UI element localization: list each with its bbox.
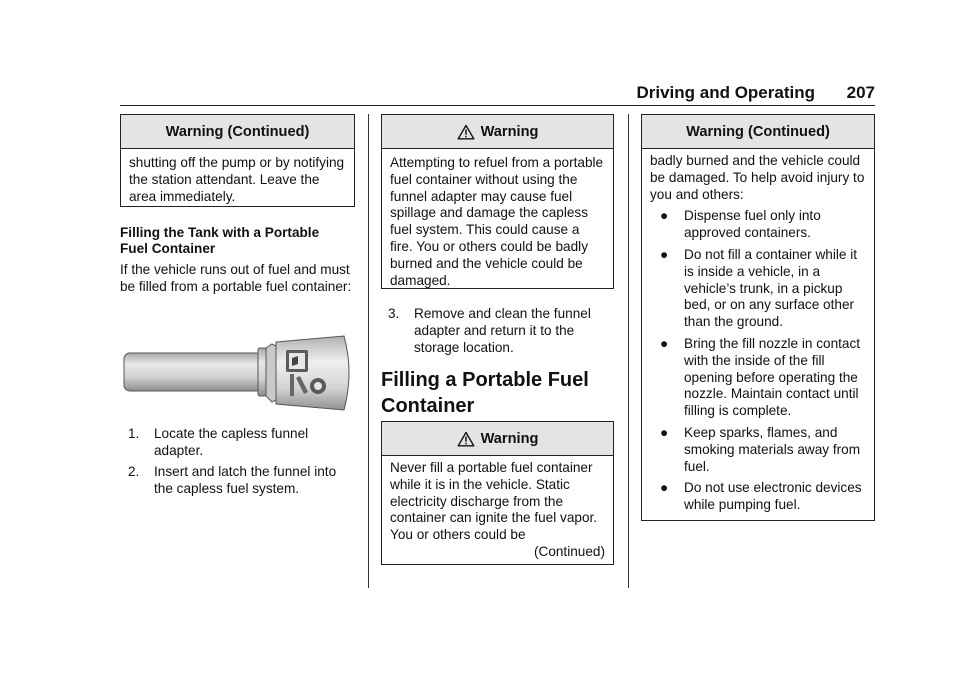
bullet-text: Do not use electronic devices while pumping fuel. — [684, 480, 862, 513]
bullet-dot: ● — [660, 424, 669, 440]
bullet-dot: ● — [660, 208, 669, 224]
step-text: Locate the capless funnel adapter. — [154, 426, 309, 458]
warning-box-body — [382, 456, 613, 567]
warning-triangle-icon — [457, 431, 475, 447]
warning-box-text: shutting off the pump or by notifying the station attendant. Leave the area immediately. — [129, 155, 345, 204]
step-2 — [128, 464, 356, 498]
warning-box-header — [382, 115, 613, 149]
column-divider-right — [628, 114, 629, 588]
warning-box-text: badly burned and the vehicle could be damaged. To help avoid injury to you and others: — [650, 153, 865, 202]
step-3 — [388, 306, 614, 356]
bullet-item — [650, 425, 866, 475]
warning-triangle-icon — [457, 124, 475, 140]
step-1 — [128, 426, 356, 460]
warning-box-text: Attempting to refuel from a portable fuel container without using the funnel adapter may cause fuel spillage and damage the capless fuel system. This could cause a fire. You or others could be badly burned and the vehicle could be damaged. — [390, 155, 604, 288]
warning-box-body — [642, 149, 874, 520]
bullet-item — [650, 247, 866, 331]
capless-funnel-adapter-illustration — [122, 334, 356, 412]
step-number: 1. — [128, 426, 140, 441]
page-number: 207 — [846, 83, 875, 102]
warning-box-text: Never fill a portable fuel container while it is in the vehicle. Static electricity discharge from the container can ignite the fuel vapor. You or others could be — [390, 460, 598, 543]
step-number: 2. — [128, 464, 140, 479]
continued-label: (Continued) — [533, 543, 605, 559]
warning-box-title: Warning (Continued) — [642, 115, 874, 149]
intro-paragraph: If the vehicle runs out of fuel and must be filled from a portable fuel container: — [120, 262, 352, 294]
warning-box-header — [382, 422, 613, 456]
warning-box-container — [381, 421, 614, 565]
section-title: Driving and Operating — [636, 83, 815, 102]
warning-box-title: Warning — [480, 430, 539, 447]
bullet-item — [650, 336, 866, 420]
bullet-dot: ● — [660, 246, 669, 262]
bullet-text: Do not fill a container while it is inside a vehicle, in a vehicle’s trunk, in a pickup bed, or on any surface other than the ground. — [684, 246, 858, 330]
bullet-item — [650, 480, 866, 514]
subheading-portable-fuel: Filling the Tank with a Portable Fuel Container — [120, 225, 320, 256]
bullet-dot: ● — [660, 335, 669, 351]
warning-continued-box — [120, 114, 355, 207]
step-text: Remove and clean the funnel adapter and return it to the storage location. — [414, 306, 591, 355]
warning-continued-box-right — [641, 114, 875, 521]
step-text: Insert and latch the funnel into the capless fuel system. — [154, 464, 337, 496]
warning-box-title: Warning (Continued) — [121, 115, 354, 149]
step-number: 3. — [388, 306, 400, 321]
column-divider-left — [368, 114, 369, 588]
bullet-text: Keep sparks, flames, and smoking materials away from fuel. — [684, 424, 861, 474]
bullet-dot: ● — [660, 480, 669, 496]
page-header — [120, 80, 875, 106]
warning-box-funnel — [381, 114, 614, 289]
bullet-item — [650, 208, 866, 242]
bullet-text: Bring the fill nozzle in contact with the inside of the fill opening before operating the nozzle. Maintain contact until filling is complete. — [684, 335, 861, 419]
warning-box-title: Warning — [480, 123, 539, 140]
bullet-text: Dispense fuel only into approved containers. — [684, 208, 821, 241]
section-heading-portable-container: Filling a Portable Fuel Container — [381, 369, 589, 417]
